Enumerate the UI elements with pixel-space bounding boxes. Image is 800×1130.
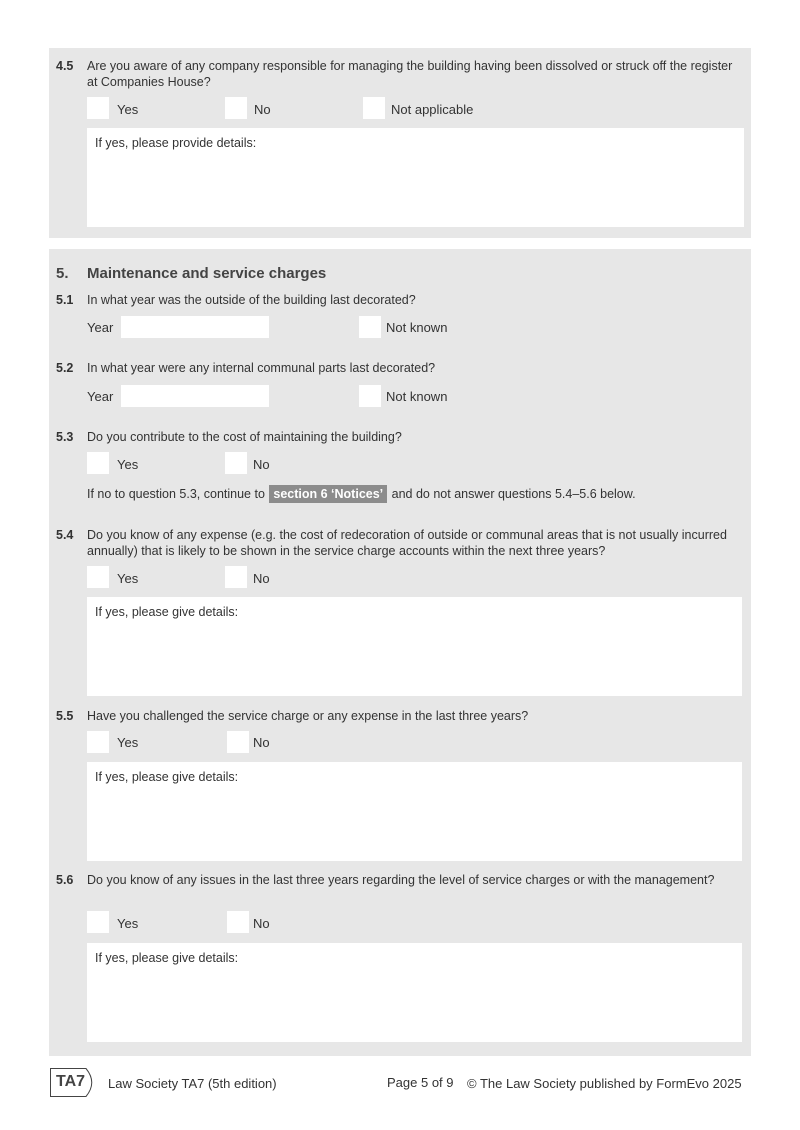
details-label: If yes, please give details: — [95, 605, 239, 619]
yes-checkbox[interactable] — [87, 566, 109, 588]
details-label: If yes, please give details: — [95, 951, 239, 965]
question-text: Do you know of any expense (e.g. the cost of redecoration of outside or communal areas that is not usually incurred annually) that is likely to be shown in the service charge accounts within the next three years? — [87, 528, 727, 558]
section-number: 5. — [56, 265, 69, 282]
question-text: In what year was the outside of the building last decorated? — [87, 293, 416, 307]
not-applicable-checkbox[interactable] — [363, 97, 385, 119]
details-textarea[interactable] — [87, 597, 742, 696]
no-checkbox[interactable] — [225, 97, 247, 119]
year-label: Year — [87, 389, 114, 404]
details-textarea[interactable] — [87, 943, 742, 1042]
question-text: Have you challenged the service charge or any expense in the last three years? — [87, 709, 529, 723]
question-text: Do you contribute to the cost of maintaining the building? — [87, 430, 402, 444]
no-label: No — [254, 102, 271, 117]
ta7-logo-text: TA7 — [56, 1073, 86, 1090]
yes-checkbox[interactable] — [87, 452, 109, 474]
question-number: 5.3 — [56, 430, 74, 444]
no-label: No — [253, 457, 270, 472]
not-known-label: Not known — [386, 320, 448, 335]
section-title: Maintenance and service charges — [87, 265, 327, 282]
copyright: © The Law Society published by FormEvo 2025 — [467, 1076, 742, 1091]
yes-label: Yes — [117, 457, 139, 472]
details-label: If yes, please provide details: — [95, 136, 257, 150]
yes-label: Yes — [117, 571, 139, 586]
question-number: 5.5 — [56, 709, 74, 723]
skip-note-text: and do not answer questions 5.4–5.6 below. — [391, 487, 636, 501]
question-number: 5.2 — [56, 361, 74, 375]
details-label: If yes, please give details: — [95, 770, 239, 784]
question-number: 4.5 — [56, 59, 74, 73]
no-label: No — [253, 916, 270, 931]
question-4-5-panel — [49, 48, 751, 238]
no-checkbox[interactable] — [227, 731, 249, 753]
year-label: Year — [87, 320, 114, 335]
question-number: 5.1 — [56, 293, 74, 307]
yes-checkbox[interactable] — [87, 731, 109, 753]
details-textarea[interactable] — [87, 762, 742, 861]
no-checkbox[interactable] — [227, 911, 249, 933]
section-5-panel — [49, 249, 751, 1056]
question-text: In what year were any internal communal parts last decorated? — [87, 361, 436, 375]
yes-label: Yes — [117, 916, 139, 931]
not-known-checkbox[interactable] — [359, 385, 381, 407]
skip-note — [87, 485, 636, 503]
not-applicable-label: Not applicable — [391, 102, 474, 117]
not-known-checkbox[interactable] — [359, 316, 381, 338]
page-number: Page 5 of 9 — [387, 1075, 454, 1090]
ta7-logo — [50, 1068, 98, 1097]
yes-label: Yes — [117, 102, 139, 117]
year-input[interactable] — [121, 316, 269, 338]
no-label: No — [253, 571, 270, 586]
not-known-label: Not known — [386, 389, 448, 404]
question-number: 5.6 — [56, 873, 74, 887]
yes-checkbox[interactable] — [87, 97, 109, 119]
year-input[interactable] — [121, 385, 269, 407]
question-number: 5.4 — [56, 528, 74, 542]
section-6-link[interactable]: section 6 ‘Notices’ — [269, 485, 387, 503]
form-edition: Law Society TA7 (5th edition) — [108, 1076, 277, 1091]
no-checkbox[interactable] — [225, 566, 247, 588]
no-label: No — [253, 735, 270, 750]
question-text: Are you aware of any company responsible for managing the building having been dissolved or struck off the register at Companies House? — [87, 59, 733, 89]
details-textarea[interactable] — [87, 128, 744, 227]
yes-label: Yes — [117, 735, 139, 750]
question-text: Do you know of any issues in the last three years regarding the level of service charges or with the management? — [87, 873, 715, 887]
skip-note-text: If no to question 5.3, continue to — [87, 487, 265, 501]
no-checkbox[interactable] — [225, 452, 247, 474]
yes-checkbox[interactable] — [87, 911, 109, 933]
